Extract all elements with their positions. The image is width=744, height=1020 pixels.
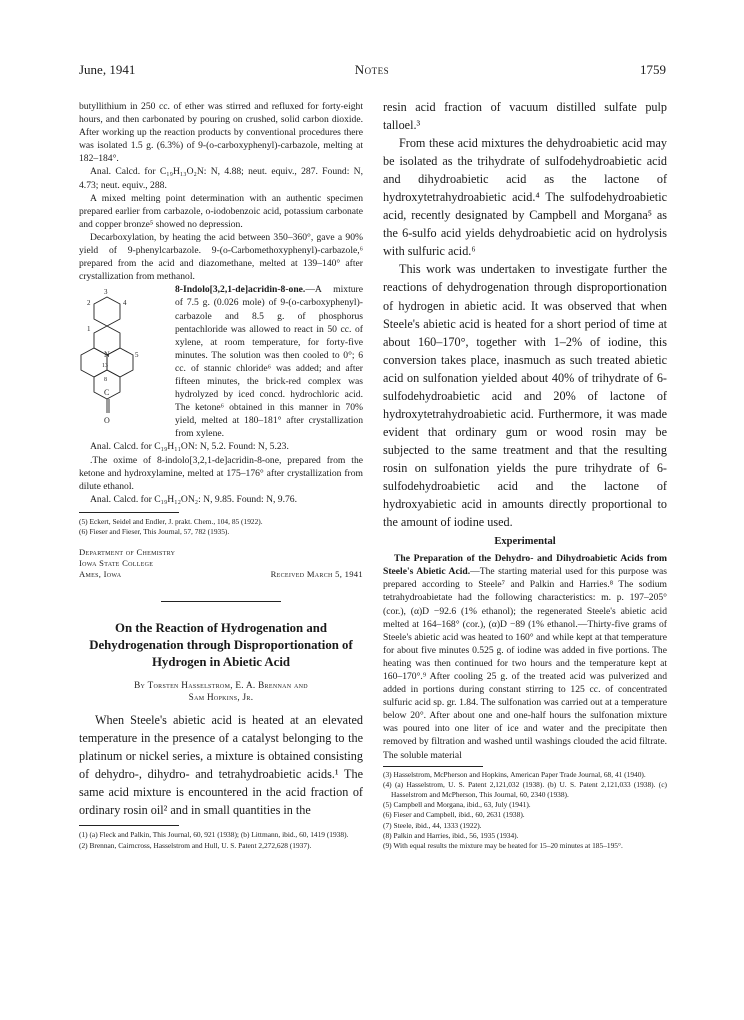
running-header-section: Notes: [354, 62, 390, 77]
subsection-body: —A mixture of 7.5 g. (0.026 mole) of 9-(o-carboxyphenyl)-carbazole and 8.5 g. of phosphorus pentachloride was allowed to react in 50 cc. of xylene, at room temperature, for forty-five minutes. The solution was then cooled to 0°; 6 cc. of stannic chloride⁶ was added; and after fifteen minutes, the brick-red complex was hydrolyzed by iced concd. hydrochloric acid. The ketone⁶ obtained in this manner in 70% yield, melted at 180–181° after crystallization from xylene.: [175, 284, 363, 440]
received-date: Received March 5, 1941: [270, 568, 363, 579]
upper-ring: [94, 297, 120, 326]
section-heading-experimental: Experimental: [494, 536, 556, 548]
footnote: (3) Hasselstrom, McPherson and Hopkins, American Paper Trade Journal, 68, 41 (1940).: [383, 769, 646, 779]
paragraph: [383, 552, 667, 762]
intro-paragraph: When Steele's abietic acid is heated at an elevated temperature in the presence of a catalyst belonging to the platinum or nickel series, a mixture is obtained consisting of dehydro-, dihydro- and tetrahydroabietic acids.¹ The same acid mixture is encountered in the acid fraction of ordinary rosin oil² and in small quantities in the: [79, 713, 363, 818]
city: Ames, Iowa: [79, 568, 122, 579]
footnote: (8) Palkin and Harries, ibid., 56, 1935 (1934).: [383, 830, 519, 840]
subsection-title: 8-Indolo[3,2,1-de]acridin-8-one.: [175, 284, 306, 296]
indoloacridinone-section: [79, 283, 363, 440]
structure-label: 5: [135, 351, 139, 360]
indoloacridinone-structure: [79, 285, 171, 435]
footnote: (6) Fieser and Fieser, This Journal, 57, 782 (1935).: [79, 527, 230, 537]
subsection-body: —The starting material used for this purpose was prepared according to Steele⁷ and Palkin and Harries.⁸ The sodium tetrahydroabietate had the following characteristics: m. p. 197–205° (cor.), (α)D −92.6 (1% ethanol); the regenerated Steele's abietic acid melted at 164–168° (cor.), (α)D −89 (1% ethanol.—Thirty-five grams of Steele's abietic acid was heated to 160° and while kept at that temperature for about five minutes 0.525 g. of iodine was added in five portions. The heating was then continued for two hours and the temperature kept at 160–170°.⁹ After cooling 25 g. of the treated acid was pulverized and added in portions during constant stirring to 125 cc. of concentrated sulfuric acid sp. gr. 1.84. The sulfonation was carried out at a temperature below 20°. After about one and one-half hours the sulfonation mixture was poured into one liter of ice and water and the precipitate then removed by filtration and washed until washings clouded the acid filtrate. The soluble material: [383, 566, 667, 761]
paragraph: butyllithium in 250 cc. of ether was stirred and refluxed for forty-eight hours, and then carbonated by pouring on crushed, solid carbon dioxide. After working up the reaction products by conventional procedures there was isolated 1.5 g. (6.3%) of 9-(o-carboxyphenyl)-carbazole, melting at 182–184°.: [79, 101, 363, 165]
structure-diagram: [79, 285, 171, 435]
analysis-line: Anal. Calcd. for C₁₉H₁₂ON₂: N, 9.85. Found: N, 9.76.: [90, 493, 297, 505]
footnote: (1) (a) Fleck and Palkin, This Journal, 60, 921 (1938); (b) Littmann, ibid., 60, 1419 (1938).: [79, 830, 349, 840]
affiliation-line: [79, 569, 363, 580]
structure-label: 1: [87, 325, 91, 334]
running-header-date: June, 1941: [79, 62, 136, 77]
structure-label: 2: [87, 299, 91, 308]
paragraph: This work was undertaken to investigate further the reactions of dehydrogenation through disproportionation of hydrogen in abietic acid. It was observed that when Steele's abietic acid is heated for a short period of time at about 160–170°, together with 1–2% of iodine, this conversion takes place, inasmuch as such treated abietic acid on sulfonation yielded about 40% of trihydrate of 6-sulfodehydroabietic acid and 20% of lactone of hydroxytetrahydroabietic acid. Furthermore, it was made evident that ordinary gum or wood rosin may be subjected to the same treatment and that the resulting rosin on sulfonation yields the pure trihydrate of 6-sulfodehydroabietic acid and the lactone of hydroxyabietic acid in amounts directly proportional to the amount of iodine used.: [383, 262, 667, 530]
structure-label: 13: [102, 363, 108, 370]
analysis-line: Anal. Calcd. for C₁₉H₁₃O₂N: N, 4.88; neut. equiv., 287. Found: N, 4.73; neut. equiv., 288.: [79, 166, 363, 191]
footnote: (2) Brennan, Cairncross, Hasselstrom and Hull, U. S. Patent 2,272,628 (1937).: [79, 840, 312, 850]
footnote: (4) (a) Hasselstrom, U. S. Patent 2,121,032 (1938). (b) U. S. Patent 2,121,033 (1938). (c) Hasselstrom and McPherson, This Journal, 60, 2340 (1938).: [383, 779, 667, 800]
lower-right-ring: [107, 348, 133, 377]
footnote: (5) Campbell and Morgana, ibid., 63, July (1941).: [383, 800, 531, 810]
analysis-line: Anal. Calcd. for C₁₉H₁₁ON: N, 5.2. Found: N, 5.23.: [90, 441, 289, 453]
footnote-rule: [79, 825, 179, 826]
footnote: (6) Fieser and Campbell, ibid., 60, 2631 (1938).: [383, 810, 525, 820]
right-column: [383, 98, 667, 851]
authors: By Torsten Hasselstrom, E. A. Brennan and: [134, 680, 308, 691]
footnote: (5) Eckert, Seidel and Endler, J. prakt. Chem., 104, 85 (1922).: [79, 516, 263, 526]
paragraph: resin acid fraction of vacuum distilled sulfate pulp talloel.³: [383, 100, 667, 133]
affiliation-line: Department of Chemistry: [79, 547, 176, 558]
article-title: On the Reaction of Hydrogenation and Dehydrogenation through Disproportionation of Hydrogen in Abietic Acid: [89, 621, 353, 670]
paragraph: A mixed melting point determination with an authentic specimen prepared earlier from carbazole, o-iodobenzoic acid, potassium carbonate and copper bronze⁵ showed no depression.: [79, 192, 363, 230]
page-number: 1759: [640, 62, 666, 77]
paragraph: From these acid mixtures the dehydroabietic acid may be isolated as the trihydrate of sulfodehydroabietic acid and dihydroabietic acid as the lactone of hydroxytetrahydroabietic acid.⁴ The sulfodehydroabietic acid, recently designated by Campbell and Morgana⁵ as the 6-sulfo acid yields dehydroabietic acid on hydrolysis with sulfuric acid.⁶: [383, 136, 667, 259]
footnote-rule: [79, 512, 179, 513]
affiliation-line: Iowa State College: [79, 557, 154, 568]
article-divider: [161, 601, 281, 602]
footnote-rule: [383, 766, 483, 767]
structure-label: O: [104, 416, 110, 426]
structure-label: C: [104, 388, 110, 398]
authors: Sam Hopkins, Jr.: [188, 692, 254, 703]
subsection-title: The Preparation of the Dehydro- and Dihydroabietic Acids from Steele's Abietic Acid.: [383, 553, 667, 578]
structure-label: 8: [104, 377, 107, 384]
structure-label: 4: [123, 299, 127, 308]
paragraph: .The oxime of 8-indolo[3,2,1-de]acridin-8-one, prepared from the ketone and hydroxylamine, melted at 175–176° after crystallization from dilute ethanol.: [79, 454, 363, 492]
structure-label: N: [104, 350, 110, 360]
left-column: [79, 100, 363, 851]
footnote: (9) With equal results the mixture may be heated for 15–20 minutes at 185–195°.: [383, 841, 623, 851]
paragraph: Decarboxylation, by heating the acid between 350–360°, gave a 90% yield of 9-phenylcarbazole. 9-(o-Carbomethoxyphenyl)-carbazole,⁶ prepared from the acid and diazomethane, melted at 139–140° after crystallization from methanol.: [79, 231, 363, 283]
footnote: (7) Steele, ibid., 44, 1333 (1922).: [383, 820, 482, 830]
structure-label: 3: [104, 288, 108, 297]
